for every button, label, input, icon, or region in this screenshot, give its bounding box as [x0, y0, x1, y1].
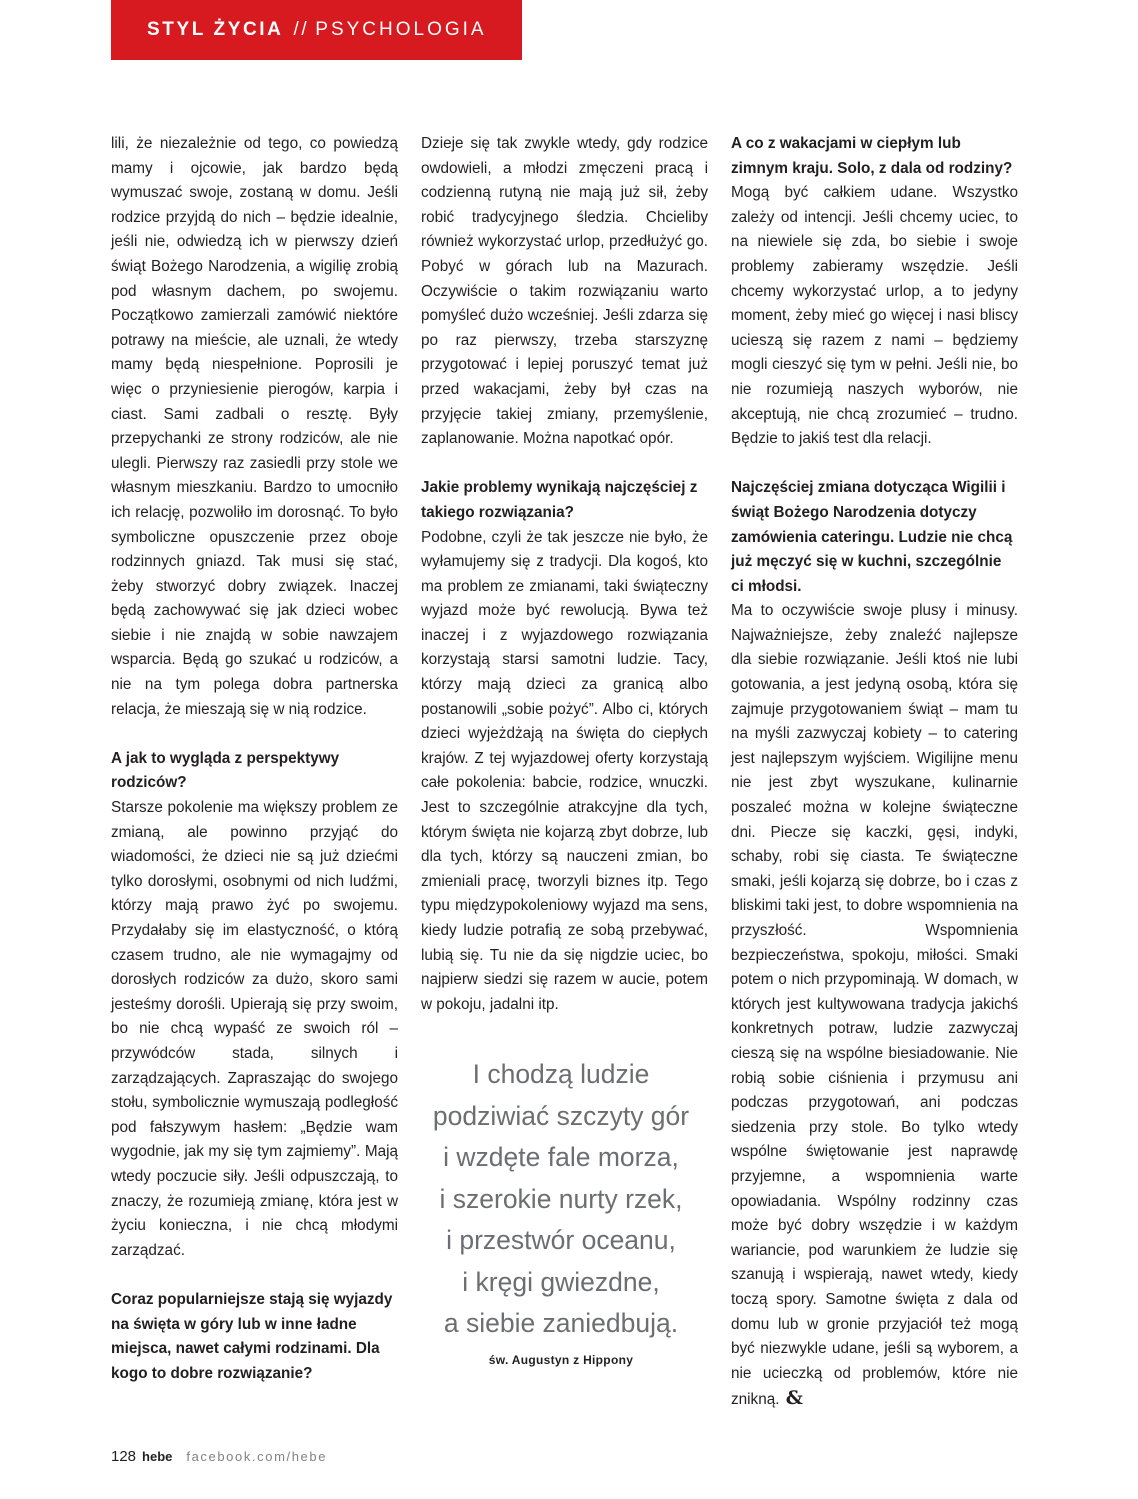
pull-quote-text	[425, 1054, 697, 1345]
interview-question: Coraz popularniejsze stają się wyjazdy na święta w góry lub w inne ładne miejsca, nawet całymi rodzinami. Dla kogo to dobre rozwiązanie?	[111, 1290, 393, 1382]
pull-quote-line: i wzdęte fale morza,	[443, 1142, 679, 1172]
paragraph: Dzieje się tak zwykle wtedy, gdy rodzice owdowieli, a młodzi zmęczeni pracą i codzienną rutyną nie mają już sił, żeby robić tradycyjnego śledzia. Chcieliby również wykorzystać urlop, przedłużyć go. Pobyć w górach lub na Mazurach. Oczywiście o takim rozwiązaniu warto pomyśleć dużo wcześniej. Jeśli zdarza się po raz pierwszy, trzeba starszyznę przygotować i lepiej poruszyć temat już przed wakacjami, żeby był czas na przyjęcie takiej zmiany, przemyślenie, zaplanowanie. Można napotkać opór.	[421, 135, 708, 448]
paragraph: Mogą być całkiem udane. Wszystko zależy od intencji. Jeśli chcemy uciec, to na niewiele się zda, bo siebie i swoje problemy zabieramy wszędzie. Jeśli chcemy wykorzystać urlop, a to jedyny moment, żeby mieć go więcej i nasi bliscy ucieszą się razem z nami – będziemy mogli cieszyć się tym w pełni. Jeśli nie, bo nie rozumieją naszych wyborów, nie akceptują, nie chcą zrozumieć – trudno. Będzie to jakiś test dla relacji.	[731, 184, 1018, 448]
section-title: STYL ŻYCIA	[147, 19, 284, 40]
pull-quote-line: podziwiać szczyty gór	[432, 1100, 690, 1131]
paragraph	[731, 599, 1018, 1413]
facebook-link[interactable]: facebook.com/hebe	[186, 1449, 328, 1464]
pull-quote-line: i szerokie nurty rzek,	[439, 1183, 683, 1214]
brand-logo: hebe	[142, 1449, 173, 1464]
subsection-title: PSYCHOLOGIA	[315, 19, 487, 40]
end-of-article-mark: &	[785, 1387, 803, 1410]
pull-quote-line: i kręgi gwiezdne,	[462, 1266, 660, 1297]
pull-quote-author: św. Augustyn z Hippony	[488, 1352, 634, 1367]
paragraph: lili, że niezależnie od tego, co powiedzą mamy i ojcowie, jak bardzo będą wymuszać swoje, zostaną w domu. Jeśli rodzice przyjdą do nich – będzie idealnie, jeśli nie, odwiedzą ich w pierwszy dzień świąt Bożego Narodzenia, a wigilię zrobią pod własnym dachem, po swojemu. Początkowo zamierzali zamówić niektóre potrawy na mieście, ale uznali, że wtedy mamy będą niespełnione. Poprosili je więc o przyniesienie pierogów, karpia i ciast. Sami zadbali o resztę. Były przepychanki ze strony rodziców, ale nie ulegli. Pierwszy raz zasiedli przy stole we własnym mieszkaniu. Bardzo to umocniło ich relację, pozwoliło im dorosnąć. To było symboliczne opuszczenie przez oboje rodzinnych gniazd. Tak musi się stać, żeby stworzyć dobry związek. Inaczej będą zachowywać się jak dzieci wobec siebie i nie znajdą w sobie nawzajem wsparcia. Będą go szukać u rodziców, a nie na tym polega dobra partnerska relacja, że mieszają się w nią rodzice.	[111, 135, 398, 718]
final-paragraph-text: Ma to oczywiście swoje plusy i minusy. Najważniejsze, żeby znaleźć najlepsze dla siebie rozwiązanie. Jeśli ktoś nie lubi gotowania, a jest jedyną osobą, która się zajmuje przygotowaniem świąt – mam tu na myśli zazwyczaj kobiety – to catering jest najlepszym wyjściem. Wigilijne menu nie jest zbyt wyszukane, kulinarnie poszaleć można w kolejne świąteczne dni. Piecze się kaczki, gęsi, indyki, schaby, robi się ciasta. Te świąteczne smaki, jeśli kojarzą się dobrze, bo i czas z bliskimi taki jest, to dobre wspomnienia na przyszłość. Wspomnienia bezpieczeństwa, spokoju, miłości. Smaki potem o nich przypominają. W domach, w których jest kultywowana tradycja jakichś konkretnych potraw, ludzie zazwyczaj cieszą się na wspólne biesiadowanie. Nie robią sobie ciśnienia i przymusu ani podczas przygotowań, ani podczas siedzenia przy stole. Bo tylko wtedy wspólne świętowanie jest naprawdę przyjemne, a wspomnienia warte opowiadania. Wspólny rodzinny czas może być dobry wszędzie i w każdym wariancie, pod warunkiem że ludzie się szanują i wspierają, nawet wtedy, kiedy toczą spory. Samotne święta z dala od domu lub w gronie przyjaciół też mogą być niezwykle udane, jeśli są wyborem, a nie ucieczką od problemów, które nie znikną.	[731, 602, 1018, 1409]
pull-quote-line: i przestwór oceanu,	[446, 1225, 676, 1255]
pull-quote-line: a siebie zaniedbują.	[443, 1308, 679, 1338]
interview-question: A co z wakacjami w ciepłym lub zimnym kraju. Solo, z dala od rodziny?	[731, 135, 1013, 177]
pull-quote	[425, 1054, 697, 1367]
article-column-3	[731, 132, 1018, 1413]
paragraph: Starsze pokolenie ma większy problem ze zmianą, ale powinno przyjąć do wiadomości, że dzieci nie są już dziećmi tylko dorosłymi, osobnymi od nich ludźmi, którzy mają prawo żyć po swojemu. Przydałaby się im elastyczność, o którą czasem trudno, ale nie wymagajmy od dorosłych rodziców za dużo, skoro sami jesteśmy dorośli. Upierają się przy swoim, bo nie chcą wypaść ze swoich ról – przywódców stada, silnych i zarządzających. Zapraszając do swojego stołu, symbolicznie wymuszają podległość pod fałszywym hasłem: „Będzie wam wygodnie, jak my się tym zajmiemy”. Mają wtedy poczucie siły. Jeśli odpuszczają, to znaczy, że rozumieją zmianę, która jest w życiu konieczna, i nie chcą młodymi zarządzać.	[111, 799, 398, 1259]
interview-question: A jak to wygląda z perspektywy rodziców?	[111, 749, 340, 792]
page-footer	[111, 1448, 327, 1470]
interview-question: Jakie problemy wynikają najczęściej z takiego rozwiązania?	[421, 479, 698, 521]
pull-quote-line: I chodzą ludzie	[472, 1059, 650, 1089]
section-separator: //	[293, 19, 310, 40]
page-number: 128	[111, 1448, 137, 1465]
article-column-1	[111, 132, 398, 1386]
paragraph: Podobne, czyli że tak jeszcze nie było, że wyłamujemy się z tradycji. Dla kogoś, kto ma problem ze zmianami, taki świąteczny wyjazd może być rewolucją. Bywa też inaczej i z wyjazdowego rozwiązania korzystają starsi samotni ludzie. Tacy, którzy mają dzieci za granicą albo postanowili „sobie pożyć”. Albo ci, których dzieci wyjeżdżają na święta do ciepłych krajów. Z tej wyjazdowej oferty korzystają całe pokolenia: babcie, rodzice, wnuczki. Jest to szczególnie atrakcyjne dla tych, którym święta nie kojarzą zbyt dobrze, lub dla tych, którzy są nauczeni zmian, bo zmieniali pracę, tworzyli biznes itp. Tego typu międzypokoleniowy wyjazd ma sens, kiedy ludzie potrafią ze sobą przebywać, lubią się. Tu nie da się nigdzie uciec, bo najpierw siedzi się razem w aucie, potem w pokoju, jadalni itp.	[421, 528, 708, 1013]
section-header-tab	[111, 0, 522, 60]
article-column-2	[421, 132, 708, 1017]
interview-question: Najczęściej zmiana dotycząca Wigilii i świąt Bożego Narodzenia dotyczy zamówienia cateringu. Ludzie nie chcą już męczyć się w kuchni, szczególnie ci młodsi.	[731, 479, 1013, 595]
